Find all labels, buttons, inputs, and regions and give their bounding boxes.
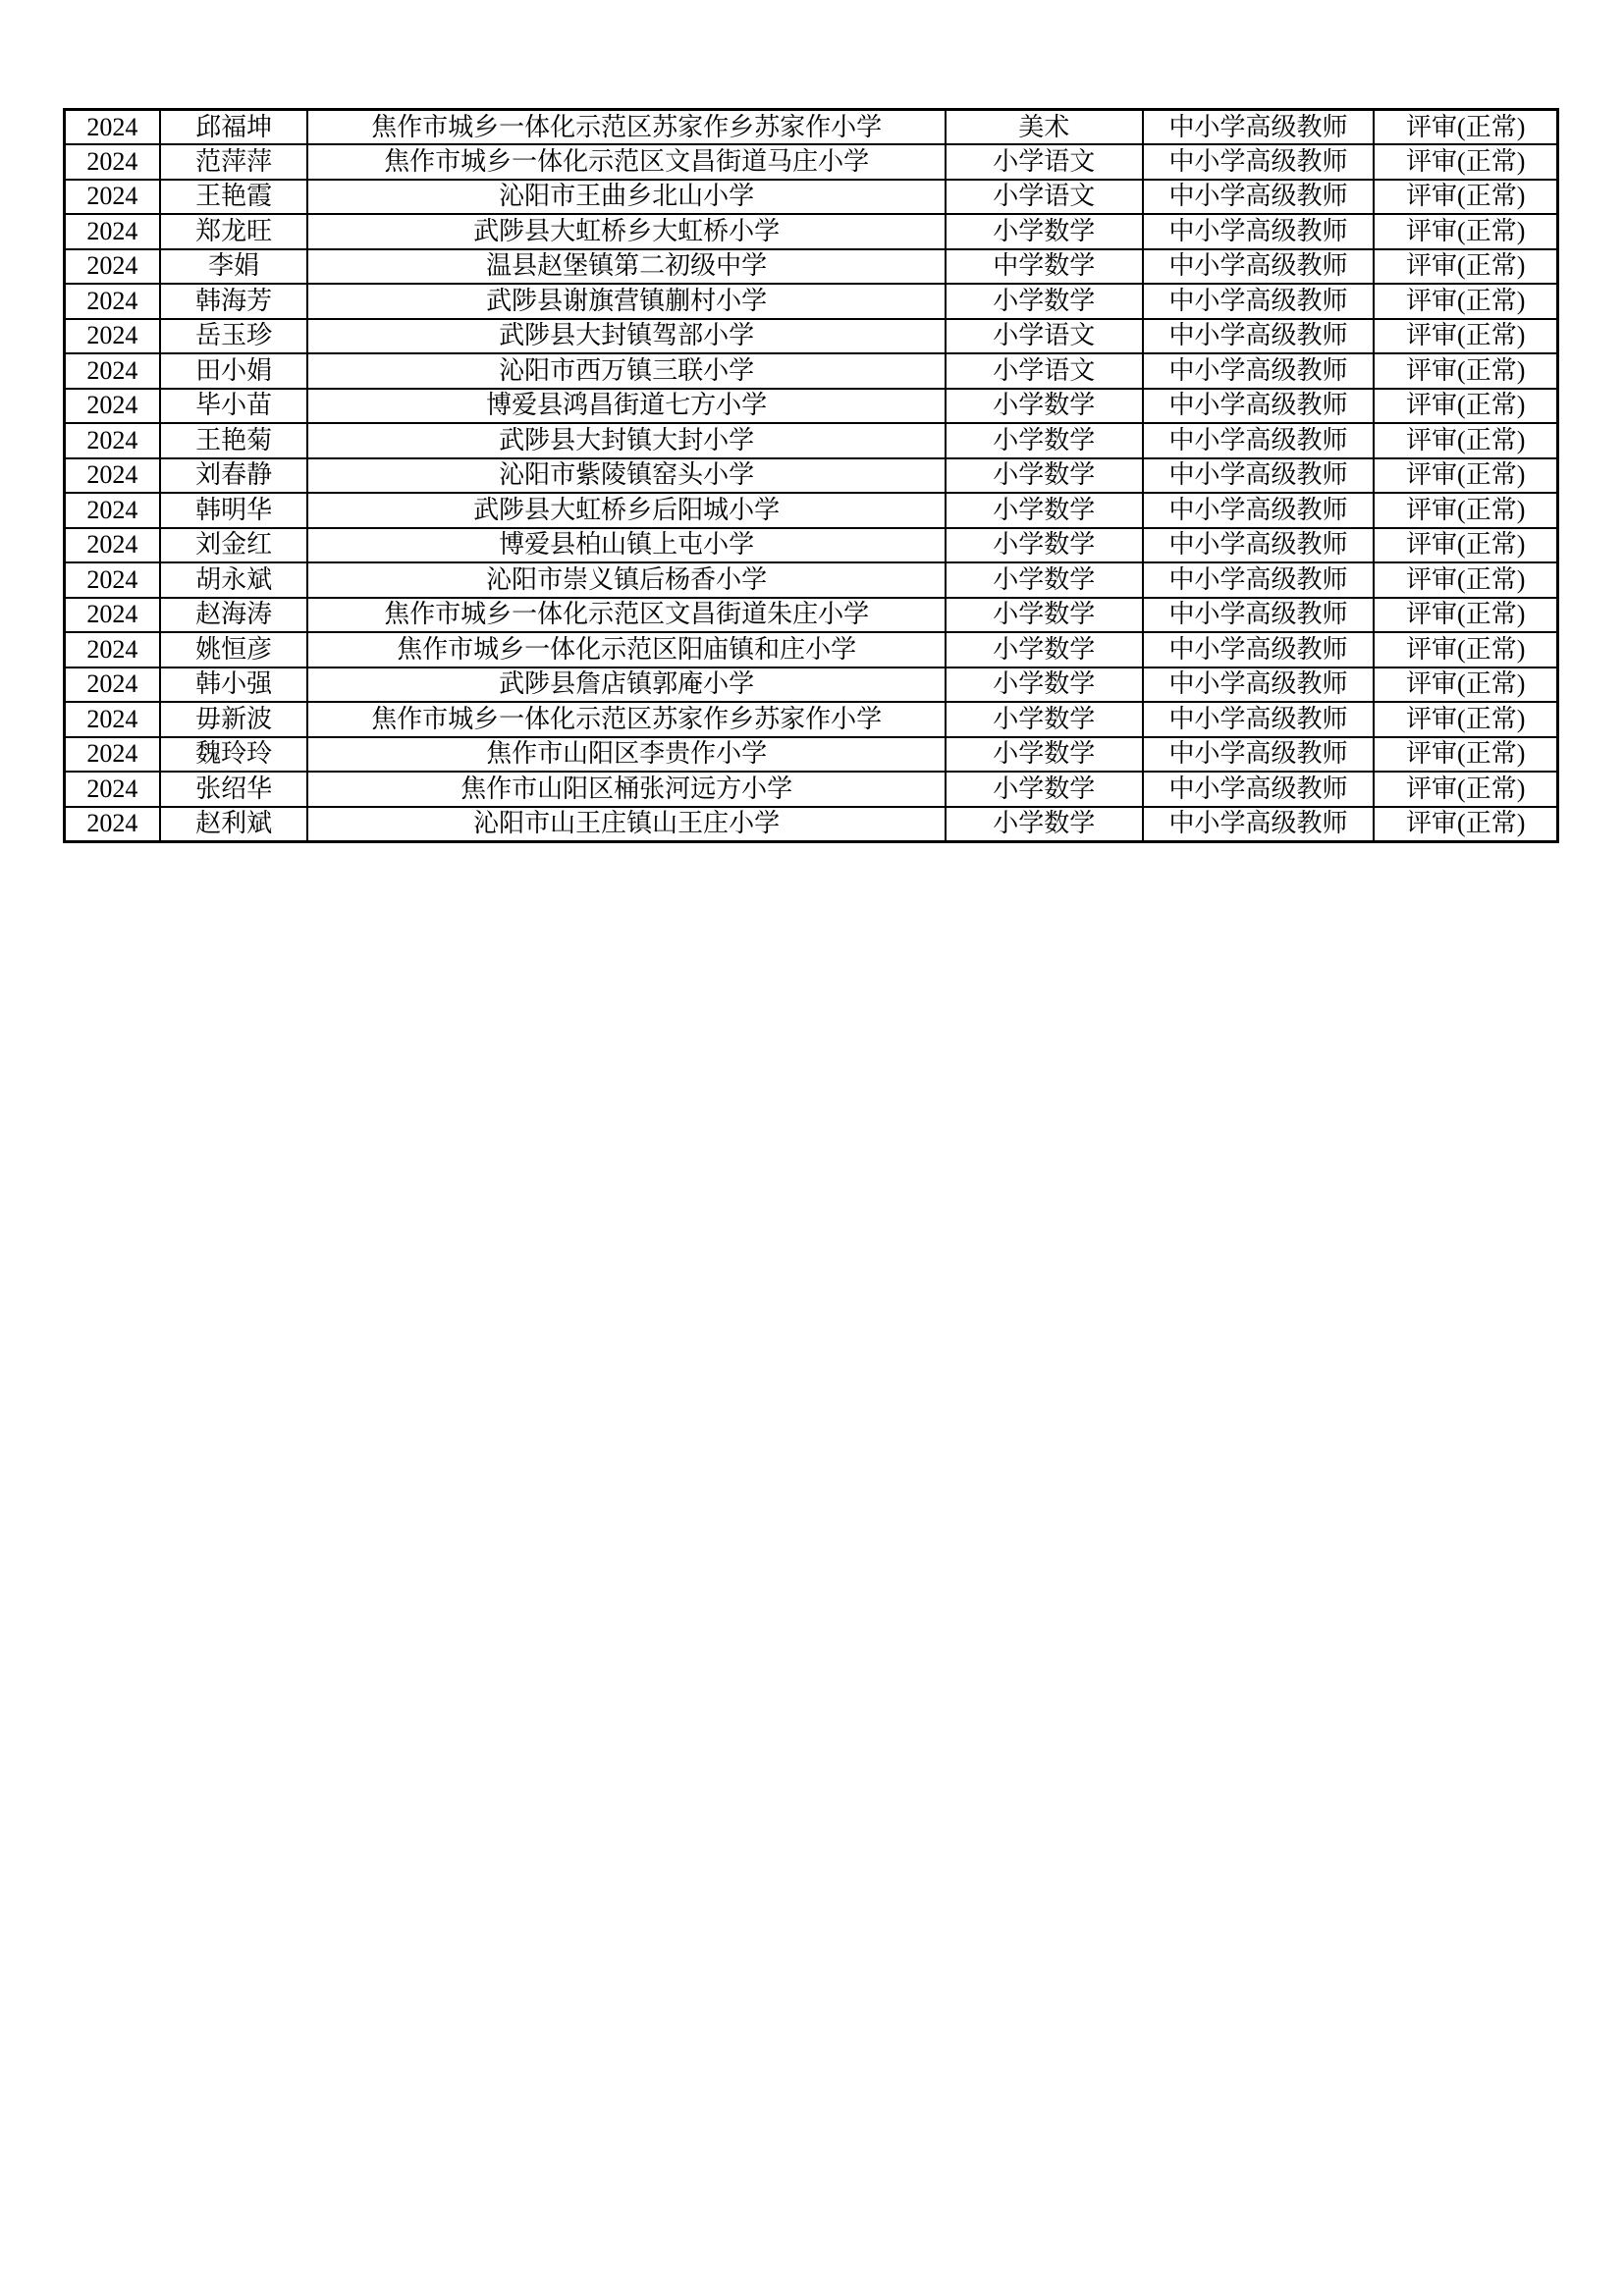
year-cell: 2024 xyxy=(65,423,160,458)
year-cell: 2024 xyxy=(65,319,160,354)
table-row xyxy=(65,423,1558,458)
subject-cell: 小学数学 xyxy=(946,598,1143,633)
review-cell: 评审(正常) xyxy=(1374,632,1557,667)
school-cell: 武陟县詹店镇郭庵小学 xyxy=(307,667,945,703)
title-cell: 中小学高级教师 xyxy=(1143,528,1375,563)
title-cell: 中小学高级教师 xyxy=(1143,702,1375,737)
name-cell: 韩小强 xyxy=(160,667,308,703)
table-row xyxy=(65,667,1558,703)
year-cell: 2024 xyxy=(65,632,160,667)
school-cell: 武陟县大虹桥乡后阳城小学 xyxy=(307,493,945,528)
school-cell: 博爱县柏山镇上屯小学 xyxy=(307,528,945,563)
title-cell: 中小学高级教师 xyxy=(1143,249,1375,285)
name-cell: 李娟 xyxy=(160,249,308,285)
name-cell: 胡永斌 xyxy=(160,562,308,598)
year-cell: 2024 xyxy=(65,807,160,842)
title-cell: 中小学高级教师 xyxy=(1143,772,1375,807)
name-cell: 范萍萍 xyxy=(160,144,308,180)
year-cell: 2024 xyxy=(65,562,160,598)
table-row xyxy=(65,772,1558,807)
table-row xyxy=(65,319,1558,354)
title-cell: 中小学高级教师 xyxy=(1143,458,1375,494)
name-cell: 王艳菊 xyxy=(160,423,308,458)
school-cell: 焦作市城乡一体化示范区苏家作乡苏家作小学 xyxy=(307,702,945,737)
subject-cell: 小学语文 xyxy=(946,180,1143,215)
table-row xyxy=(65,598,1558,633)
title-cell: 中小学高级教师 xyxy=(1143,214,1375,249)
school-cell: 焦作市城乡一体化示范区文昌街道马庄小学 xyxy=(307,144,945,180)
subject-cell: 小学数学 xyxy=(946,284,1143,319)
review-cell: 评审(正常) xyxy=(1374,110,1557,145)
teacher-records-table xyxy=(63,108,1559,843)
table-row xyxy=(65,562,1558,598)
title-cell: 中小学高级教师 xyxy=(1143,180,1375,215)
name-cell: 韩海芳 xyxy=(160,284,308,319)
table-row xyxy=(65,180,1558,215)
title-cell: 中小学高级教师 xyxy=(1143,319,1375,354)
review-cell: 评审(正常) xyxy=(1374,353,1557,389)
title-cell: 中小学高级教师 xyxy=(1143,737,1375,773)
title-cell: 中小学高级教师 xyxy=(1143,389,1375,424)
table-row xyxy=(65,144,1558,180)
review-cell: 评审(正常) xyxy=(1374,737,1557,773)
review-cell: 评审(正常) xyxy=(1374,702,1557,737)
school-cell: 武陟县大封镇大封小学 xyxy=(307,423,945,458)
table-row xyxy=(65,493,1558,528)
table-row xyxy=(65,528,1558,563)
table-row xyxy=(65,702,1558,737)
year-cell: 2024 xyxy=(65,144,160,180)
subject-cell: 小学语文 xyxy=(946,319,1143,354)
year-cell: 2024 xyxy=(65,772,160,807)
subject-cell: 小学数学 xyxy=(946,737,1143,773)
title-cell: 中小学高级教师 xyxy=(1143,493,1375,528)
title-cell: 中小学高级教师 xyxy=(1143,423,1375,458)
review-cell: 评审(正常) xyxy=(1374,772,1557,807)
table-row xyxy=(65,214,1558,249)
year-cell: 2024 xyxy=(65,667,160,703)
school-cell: 焦作市山阳区李贵作小学 xyxy=(307,737,945,773)
subject-cell: 小学数学 xyxy=(946,667,1143,703)
name-cell: 韩明华 xyxy=(160,493,308,528)
year-cell: 2024 xyxy=(65,180,160,215)
subject-cell: 中学数学 xyxy=(946,249,1143,285)
school-cell: 武陟县大封镇驾部小学 xyxy=(307,319,945,354)
name-cell: 姚恒彦 xyxy=(160,632,308,667)
name-cell: 刘春静 xyxy=(160,458,308,494)
subject-cell: 小学数学 xyxy=(946,807,1143,842)
title-cell: 中小学高级教师 xyxy=(1143,598,1375,633)
subject-cell: 美术 xyxy=(946,110,1143,145)
table-row xyxy=(65,632,1558,667)
review-cell: 评审(正常) xyxy=(1374,249,1557,285)
year-cell: 2024 xyxy=(65,598,160,633)
name-cell: 赵利斌 xyxy=(160,807,308,842)
school-cell: 沁阳市西万镇三联小学 xyxy=(307,353,945,389)
subject-cell: 小学数学 xyxy=(946,458,1143,494)
school-cell: 沁阳市崇义镇后杨香小学 xyxy=(307,562,945,598)
table-row xyxy=(65,284,1558,319)
name-cell: 刘金红 xyxy=(160,528,308,563)
review-cell: 评审(正常) xyxy=(1374,598,1557,633)
table-row xyxy=(65,737,1558,773)
title-cell: 中小学高级教师 xyxy=(1143,807,1375,842)
name-cell: 郑龙旺 xyxy=(160,214,308,249)
name-cell: 邱福坤 xyxy=(160,110,308,145)
review-cell: 评审(正常) xyxy=(1374,144,1557,180)
name-cell: 魏玲玲 xyxy=(160,737,308,773)
subject-cell: 小学数学 xyxy=(946,389,1143,424)
title-cell: 中小学高级教师 xyxy=(1143,110,1375,145)
title-cell: 中小学高级教师 xyxy=(1143,353,1375,389)
name-cell: 赵海涛 xyxy=(160,598,308,633)
review-cell: 评审(正常) xyxy=(1374,458,1557,494)
subject-cell: 小学数学 xyxy=(946,772,1143,807)
subject-cell: 小学数学 xyxy=(946,702,1143,737)
title-cell: 中小学高级教师 xyxy=(1143,284,1375,319)
year-cell: 2024 xyxy=(65,528,160,563)
table-row xyxy=(65,353,1558,389)
year-cell: 2024 xyxy=(65,737,160,773)
review-cell: 评审(正常) xyxy=(1374,667,1557,703)
subject-cell: 小学数学 xyxy=(946,562,1143,598)
review-cell: 评审(正常) xyxy=(1374,180,1557,215)
subject-cell: 小学数学 xyxy=(946,423,1143,458)
school-cell: 博爱县鸿昌街道七方小学 xyxy=(307,389,945,424)
school-cell: 武陟县谢旗营镇蒯村小学 xyxy=(307,284,945,319)
year-cell: 2024 xyxy=(65,249,160,285)
year-cell: 2024 xyxy=(65,493,160,528)
review-cell: 评审(正常) xyxy=(1374,528,1557,563)
year-cell: 2024 xyxy=(65,702,160,737)
school-cell: 焦作市城乡一体化示范区阳庙镇和庄小学 xyxy=(307,632,945,667)
school-cell: 沁阳市紫陵镇窑头小学 xyxy=(307,458,945,494)
table-row xyxy=(65,807,1558,842)
review-cell: 评审(正常) xyxy=(1374,493,1557,528)
title-cell: 中小学高级教师 xyxy=(1143,667,1375,703)
subject-cell: 小学数学 xyxy=(946,493,1143,528)
review-cell: 评审(正常) xyxy=(1374,214,1557,249)
year-cell: 2024 xyxy=(65,284,160,319)
subject-cell: 小学语文 xyxy=(946,353,1143,389)
name-cell: 王艳霞 xyxy=(160,180,308,215)
year-cell: 2024 xyxy=(65,458,160,494)
name-cell: 岳玉珍 xyxy=(160,319,308,354)
name-cell: 田小娟 xyxy=(160,353,308,389)
table-body xyxy=(65,110,1558,842)
table-row xyxy=(65,110,1558,145)
table-row xyxy=(65,249,1558,285)
review-cell: 评审(正常) xyxy=(1374,389,1557,424)
review-cell: 评审(正常) xyxy=(1374,423,1557,458)
subject-cell: 小学数学 xyxy=(946,632,1143,667)
table-row xyxy=(65,458,1558,494)
review-cell: 评审(正常) xyxy=(1374,319,1557,354)
title-cell: 中小学高级教师 xyxy=(1143,144,1375,180)
review-cell: 评审(正常) xyxy=(1374,562,1557,598)
school-cell: 焦作市城乡一体化示范区文昌街道朱庄小学 xyxy=(307,598,945,633)
name-cell: 张绍华 xyxy=(160,772,308,807)
school-cell: 温县赵堡镇第二初级中学 xyxy=(307,249,945,285)
school-cell: 焦作市城乡一体化示范区苏家作乡苏家作小学 xyxy=(307,110,945,145)
year-cell: 2024 xyxy=(65,353,160,389)
school-cell: 焦作市山阳区桶张河远方小学 xyxy=(307,772,945,807)
title-cell: 中小学高级教师 xyxy=(1143,562,1375,598)
table-row xyxy=(65,389,1558,424)
school-cell: 武陟县大虹桥乡大虹桥小学 xyxy=(307,214,945,249)
subject-cell: 小学数学 xyxy=(946,214,1143,249)
school-cell: 沁阳市王曲乡北山小学 xyxy=(307,180,945,215)
subject-cell: 小学数学 xyxy=(946,528,1143,563)
review-cell: 评审(正常) xyxy=(1374,807,1557,842)
title-cell: 中小学高级教师 xyxy=(1143,632,1375,667)
review-cell: 评审(正常) xyxy=(1374,284,1557,319)
year-cell: 2024 xyxy=(65,110,160,145)
year-cell: 2024 xyxy=(65,389,160,424)
school-cell: 沁阳市山王庄镇山王庄小学 xyxy=(307,807,945,842)
name-cell: 毕小苗 xyxy=(160,389,308,424)
name-cell: 毋新波 xyxy=(160,702,308,737)
subject-cell: 小学语文 xyxy=(946,144,1143,180)
year-cell: 2024 xyxy=(65,214,160,249)
